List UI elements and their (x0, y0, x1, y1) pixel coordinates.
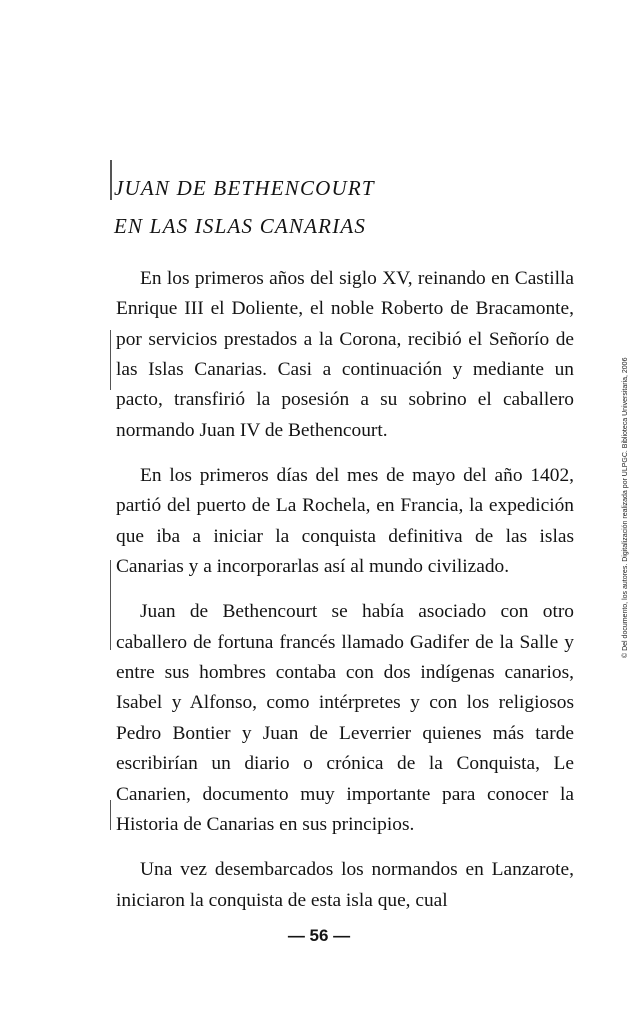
chapter-title-line-2: EN LAS ISLAS CANARIAS (114, 214, 367, 238)
paragraph-2: En los primeros días del mes de mayo del año 1402, partió del puerto de La Rochela, en Francia, la expedición que iba a iniciar la conquista definitiva de las islas Canarias y a incorporarlas así al mundo civilizado. (116, 465, 574, 578)
digitization-credit: © Del documento, los autores. Digitalización realizada por ULPGC. Biblioteca Universitaria, 2006 (622, 357, 629, 658)
chapter-title-line-1: JUAN DE BETHENCOURT (114, 176, 375, 200)
gutter-scan-mark (110, 800, 111, 830)
gutter-scan-mark (110, 160, 112, 200)
paragraph-3: Juan de Bethencourt se había asociado con otro caballero de fortuna francés llamado Gadifer de la Salle y entre sus hombres contaba con dos indígenas canarios, Isabel y Alfonso, como intérpretes y con los religiosos Pedro Bontier y Juan de Leverrier quienes más tarde escribirían un diario o crónica de la Conquista, Le Canarien, documento muy importante para conocer la Historia de Canarias en sus principios. (116, 601, 574, 835)
gutter-scan-mark (110, 560, 111, 650)
paragraph-4: Una vez desembarcados los normandos en Lanzarote, iniciaron la conquista de esta isla que, cual (116, 859, 574, 911)
gutter-scan-mark (110, 330, 111, 390)
page-number: — 56 — (287, 926, 351, 945)
body-text (116, 264, 574, 916)
paragraph-1: En los primeros años del siglo XV, reinando en Castilla Enrique III el Doliente, el noble Roberto de Bracamonte, por servicios prestados a la Corona, recibió el Señorío de las Islas Canarias. Casi a continuación y mediante un pacto, transfirió la posesión a su sobrino el caballero normando Juan IV de Bethencourt. (116, 268, 574, 441)
